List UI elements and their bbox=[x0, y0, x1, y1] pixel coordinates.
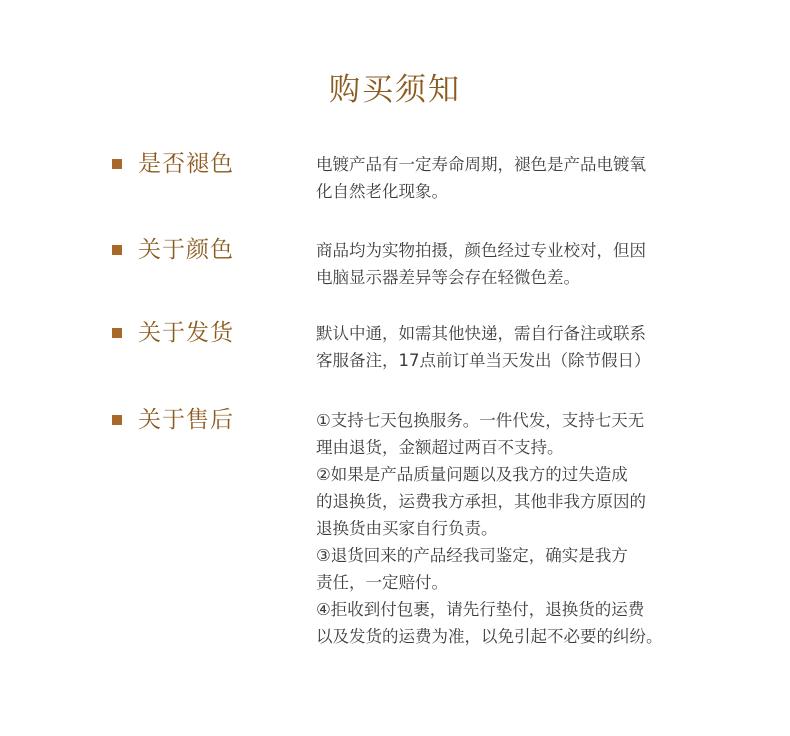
body-line: ②如果是产品质量问题以及我方的过失造成 bbox=[316, 465, 628, 484]
body-line: 电镀产品有一定寿命周期，褪色是产品电镀氧 bbox=[316, 155, 646, 174]
section-body bbox=[316, 237, 696, 291]
square-bullet-icon bbox=[112, 245, 122, 255]
body-line: 退换货由买家自行负责。 bbox=[316, 519, 498, 538]
section-heading bbox=[112, 147, 234, 181]
body-line: 理由退货，金额超过两百不支持。 bbox=[316, 438, 564, 457]
body-line: 的退换货，运费我方承担，其他非我方原因的 bbox=[316, 492, 646, 511]
section-body bbox=[316, 407, 696, 650]
body-line: 责任，一定赔付。 bbox=[316, 573, 448, 592]
square-bullet-icon bbox=[112, 328, 122, 338]
body-line: 以及发货的运费为准，以免引起不必要的纠纷。 bbox=[316, 627, 663, 646]
section-heading bbox=[112, 316, 234, 350]
square-bullet-icon bbox=[112, 415, 122, 425]
section-title: 是否褪色 bbox=[138, 151, 234, 177]
body-line: 化自然老化现象。 bbox=[316, 182, 448, 201]
body-line: ④拒收到付包裹，请先行垫付，退换货的运费 bbox=[316, 600, 645, 619]
section-title: 关于售后 bbox=[138, 407, 234, 433]
body-line: 电脑显示器差异等会存在轻微色差。 bbox=[316, 268, 580, 287]
section-heading bbox=[112, 403, 234, 437]
page-title: 购买须知 bbox=[329, 72, 461, 108]
body-line: 默认中通，如需其他快递，需自行备注或联系 bbox=[316, 324, 646, 343]
body-line: 商品均为实物拍摄，颜色经过专业校对，但因 bbox=[316, 241, 646, 260]
section-title: 关于颜色 bbox=[138, 237, 234, 263]
body-line: ①支持七天包换服务。一件代发，支持七天无 bbox=[316, 411, 645, 430]
section-body bbox=[316, 320, 696, 374]
body-line: 客服备注，17点前订单当天发出（除节假日） bbox=[316, 351, 651, 370]
section-body bbox=[316, 151, 696, 205]
section-heading bbox=[112, 233, 234, 267]
body-line: ③退货回来的产品经我司鉴定，确实是我方 bbox=[316, 546, 628, 565]
section-title: 关于发货 bbox=[138, 320, 234, 346]
square-bullet-icon bbox=[112, 159, 122, 169]
